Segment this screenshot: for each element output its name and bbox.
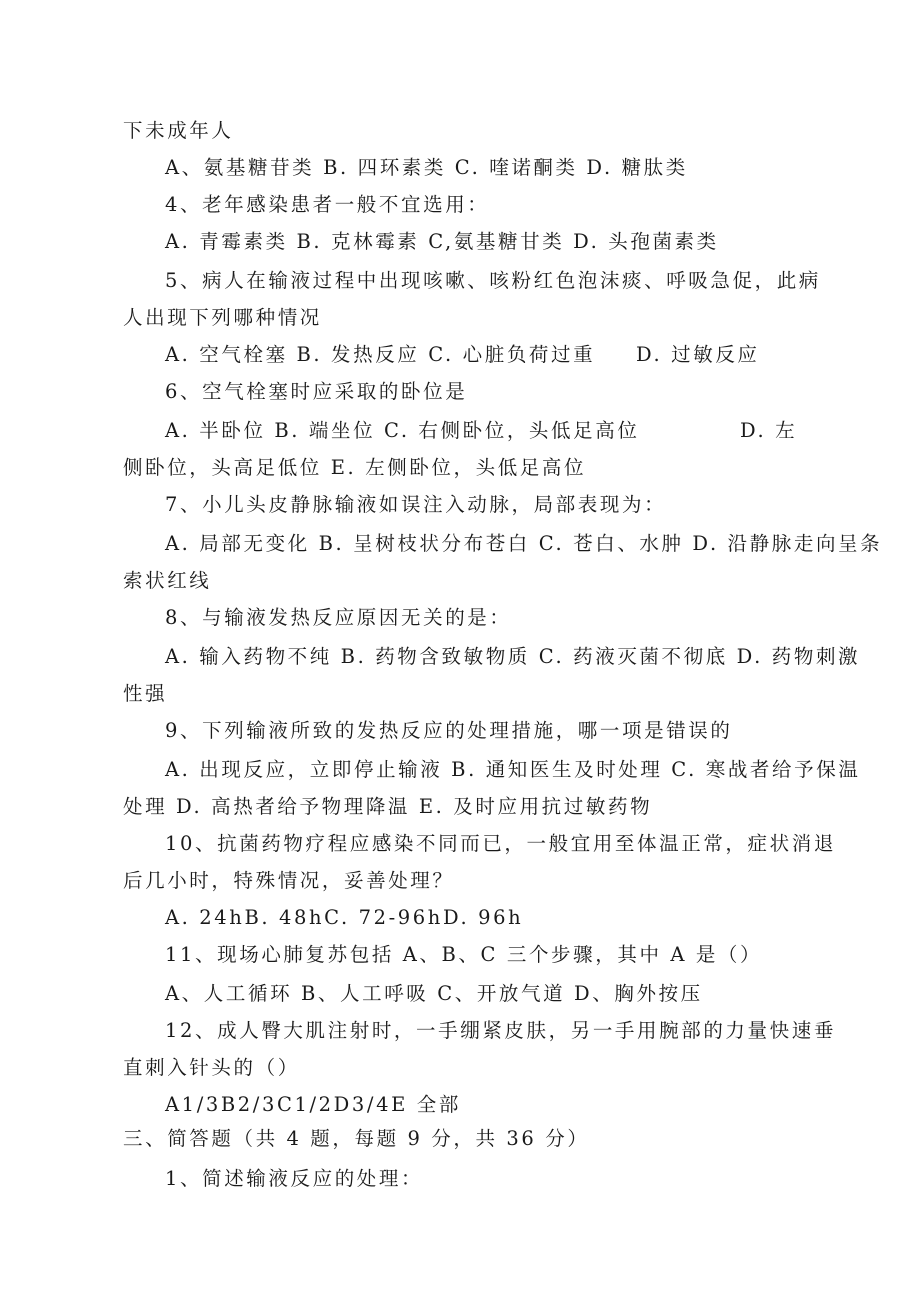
question-5: 5、病人在输液过程中出现咳嗽、咳粉红色泡沫痰、呼吸急促，此病 (165, 269, 821, 292)
question-11: 11、现场心肺复苏包括 A、B、C 三个步骤，其中 A 是（） (165, 943, 763, 966)
answer-option-q6-d: D. 左 (740, 419, 798, 442)
answer-options-q9-continued: 处理 D. 高热者给予物理降温 E. 及时应用抗过敏药物 (123, 795, 653, 818)
question-10-continued: 后几小时，特殊情况，妥善处理？ (123, 869, 455, 892)
question-7: 7、小儿头皮静脉输液如误注入动脉，局部表现为： (165, 493, 667, 516)
question-8: 8、与输液发热反应原因无关的是： (165, 606, 512, 629)
question-6: 6、空气栓塞时应采取的卧位是 (165, 380, 468, 403)
question-4: 4、老年感染患者一般不宜选用： (165, 193, 490, 216)
answer-options-q8: A. 输入药物不纯 B. 药物含致敏物质 C. 药液灭菌不彻底 D. 药物刺激 (165, 645, 861, 668)
question-12-continued: 直刺入针头的（） (123, 1056, 300, 1079)
answer-options-q8-continued: 性强 (123, 682, 168, 705)
text-line-continuation: 下未成年人 (123, 119, 234, 142)
section-heading-short-answer: 三、简答题（共 4 题，每题 9 分，共 36 分） (123, 1127, 590, 1150)
question-5-continued: 人出现下列哪种情况 (123, 306, 322, 329)
answer-options-q12: A1/3B2/3C1/2D3/4E 全部 (165, 1093, 461, 1116)
answer-options-q10: A. 24hB. 48hC. 72-96hD. 96h (165, 906, 524, 929)
answer-options-q7: A. 局部无变化 B. 呈树枝状分布苍白 C. 苍白、水肿 D. 沿静脉走向呈条 (165, 532, 883, 555)
answer-options-q3: A、氨基糖苷类 B. 四环素类 C. 喹诺酮类 D. 糖肽类 (165, 156, 688, 179)
answer-option-q5-d: D. 过敏反应 (636, 343, 760, 366)
answer-options-q5: A. 空气栓塞 B. 发热反应 C. 心脏负荷过重 (165, 343, 596, 366)
question-9: 9、下列输液所致的发热反应的处理措施，哪一项是错误的 (165, 719, 733, 742)
answer-options-q11: A、人工循环 B、人工呼吸 C、开放气道 D、胸外按压 (165, 982, 703, 1005)
question-12: 12、成人臀大肌注射时，一手绷紧皮肤，另一手用腕部的力量快速垂 (165, 1019, 836, 1042)
answer-options-q4: A. 青霉素类 B. 克林霉素 C,氨基糖甘类 D. 头孢菌素类 (165, 230, 719, 253)
answer-options-q6-continued: 侧卧位，头高足低位 E. 左侧卧位，头低足高位 (123, 456, 587, 479)
answer-options-q7-continued: 索状红线 (123, 569, 212, 592)
answer-options-q9: A. 出现反应，立即停止输液 B. 通知医生及时处理 C. 寒战者给予保温 (165, 758, 861, 781)
question-10: 10、抗菌药物疗程应感染不同而已，一般宜用至体温正常，症状消退 (165, 832, 836, 855)
short-answer-question-1: 1、简述输液反应的处理： (165, 1167, 424, 1190)
answer-options-q6: A. 半卧位 B. 端坐位 C. 右侧卧位，头低足高位 (165, 419, 640, 442)
